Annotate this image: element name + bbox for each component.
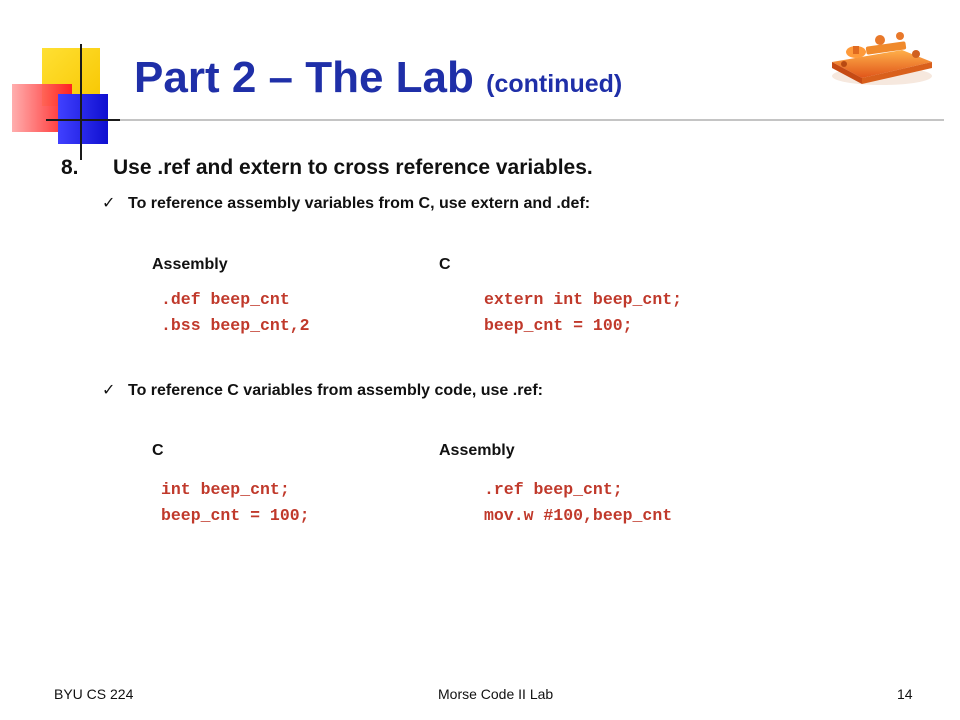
- bullet-2: [102, 380, 543, 400]
- code-line: extern int beep_cnt;: [484, 290, 683, 309]
- decor-horizontal-line: [46, 119, 124, 121]
- block1-left-header: Assembly: [152, 256, 228, 273]
- code-line: .def beep_cnt: [161, 290, 290, 309]
- slide-title: [134, 52, 622, 110]
- bullet-1: [102, 193, 590, 213]
- block1-right-header: C: [439, 256, 451, 273]
- code-line: int beep_cnt;: [161, 480, 290, 499]
- code-line: .bss beep_cnt,2: [161, 316, 310, 335]
- checkmark-icon: ✓: [102, 195, 116, 212]
- code-line: .ref beep_cnt;: [484, 480, 623, 499]
- block1-right-code: [484, 287, 682, 339]
- bullet-2-text: To reference C variables from assembly code, use .ref:: [128, 382, 543, 399]
- block1-left-code: [161, 287, 310, 339]
- block2-left-header: C: [152, 442, 164, 459]
- decor-vertical-line: [80, 44, 82, 160]
- footer-title: Morse Code II Lab: [438, 686, 554, 702]
- code-line: beep_cnt = 100;: [161, 506, 310, 525]
- block2-right-header: Assembly: [439, 442, 515, 459]
- code-line: mov.w #100,beep_cnt: [484, 506, 673, 525]
- checkmark-icon: ✓: [102, 382, 116, 399]
- telegraph-key-icon: [820, 6, 940, 98]
- item-8: [61, 156, 593, 180]
- footer-course: BYU CS 224: [54, 686, 134, 702]
- title-underline: [120, 119, 944, 121]
- slide-title-main: Part 2 – The Lab: [134, 53, 474, 102]
- code-line: beep_cnt = 100;: [484, 316, 633, 335]
- page-number: 14: [897, 686, 913, 702]
- bullet-1-text: To reference assembly variables from C, use extern and .def:: [128, 195, 591, 212]
- block2-left-code: [161, 477, 310, 529]
- item-number: 8.: [61, 156, 79, 179]
- slide-title-suffix: (continued): [486, 70, 623, 98]
- block2-right-code: [484, 477, 672, 529]
- item-text: Use .ref and extern to cross reference variables.: [113, 156, 593, 179]
